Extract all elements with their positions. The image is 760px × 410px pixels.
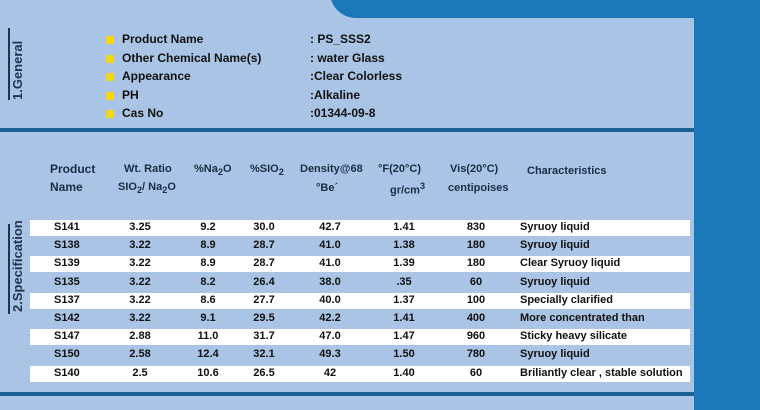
cell-gravity: 1.37: [393, 293, 415, 306]
cell-density: 49.3: [319, 348, 341, 361]
cell-ratio: 3.22: [129, 312, 151, 324]
header-product: Product: [50, 162, 96, 176]
general-key: Cas No: [122, 106, 164, 120]
header-grcm3: $gr/cm^3$: [390, 181, 426, 197]
right-side-bar: [694, 0, 760, 410]
cell-characteristics: More concentrated than: [520, 312, 645, 324]
cell-ratio: 2.58: [129, 348, 151, 361]
general-key: Appearance: [122, 69, 191, 83]
general-value: : PS_SSS2: [310, 32, 371, 46]
table-row: [30, 366, 690, 382]
cell-product: S142: [54, 312, 80, 324]
cell-ratio: 2.88: [129, 330, 151, 343]
general-value: :01344-09-8: [310, 106, 376, 120]
bullet-icon: [106, 73, 114, 81]
cell-na2o: 8.6: [200, 293, 216, 306]
cell-gravity: .35: [396, 275, 412, 288]
cell-ratio: 3.22: [129, 293, 151, 306]
spec-section-label: 2.Specification: [10, 220, 25, 312]
header-characteristics: Characteristics: [527, 165, 607, 177]
cell-viscosity: 100: [466, 293, 486, 306]
header-wt-ratio: Wt. Ratio: [124, 163, 172, 175]
cell-viscosity: 60: [469, 275, 483, 288]
general-key: Other Chemical Name(s): [122, 50, 262, 65]
cell-characteristics: Syruoy liquid: [520, 348, 590, 361]
cell-sio2: 32.1: [253, 348, 275, 361]
header-vis: Vis(20°C): [450, 163, 499, 175]
header-be: °Be´: [316, 182, 339, 194]
cell-na2o: 12.4: [197, 348, 219, 361]
cell-na2o: 8.2: [200, 275, 216, 288]
cell-product: S135: [54, 275, 80, 288]
header-na2o: $\%Na_2O$: [194, 163, 232, 178]
cell-na2o: 9.1: [200, 312, 216, 324]
cell-sio2: 26.4: [253, 275, 275, 288]
bullet-icon: [106, 92, 114, 100]
cell-ratio: 3.22: [129, 257, 151, 270]
table-row: [30, 256, 690, 272]
cell-density: 42: [323, 366, 337, 379]
cell-ratio: 3.25: [129, 221, 151, 233]
cell-viscosity: 400: [466, 312, 486, 324]
section-divider: [0, 128, 694, 132]
table-row: [30, 238, 690, 254]
cell-density: 41.0: [319, 257, 341, 270]
cell-characteristics: Sticky heavy silicate: [520, 330, 628, 343]
cell-characteristics: Specially clarified: [520, 293, 613, 306]
cell-sio2: 28.7: [253, 239, 275, 252]
cell-gravity: 1.41: [393, 312, 415, 324]
header-tab-shape: [330, 0, 700, 18]
table-row: [30, 347, 690, 363]
table-row: [30, 220, 690, 236]
cell-characteristics: Clear Syruoy liquid: [520, 257, 621, 270]
bottom-divider: [0, 392, 694, 396]
cell-product: S138: [54, 239, 80, 252]
cell-ratio: 2.5: [132, 366, 148, 379]
cell-viscosity: 60: [469, 366, 483, 379]
cell-na2o: 8.9: [200, 239, 216, 252]
header-name: Name: [50, 180, 83, 194]
general-value: :Alkaline: [310, 87, 361, 102]
cell-density: 38.0: [319, 275, 341, 288]
bullet-icon: [106, 55, 114, 63]
cell-sio2: 26.5: [253, 366, 275, 379]
header-f20c: °F(20°C): [378, 163, 422, 175]
cell-na2o: 10.6: [197, 366, 219, 379]
header-density: Density@68: [300, 163, 363, 175]
general-value: : water Glass: [310, 50, 385, 65]
cell-sio2: 30.0: [253, 221, 275, 233]
cell-viscosity: 180: [466, 257, 486, 270]
cell-viscosity: 180: [466, 239, 486, 252]
cell-product: S150: [54, 348, 80, 361]
cell-sio2: 27.7: [253, 293, 275, 306]
cell-density: 40.0: [319, 293, 341, 306]
cell-characteristics: Syruoy liquid: [520, 239, 590, 252]
header-centipoises: centipoises: [448, 182, 509, 194]
cell-ratio: 3.22: [129, 275, 151, 288]
cell-gravity: 1.41: [393, 221, 415, 233]
cell-viscosity: 780: [466, 348, 486, 361]
cell-density: 47.0: [319, 330, 341, 343]
cell-gravity: 1.47: [393, 330, 415, 343]
table-row: [30, 293, 690, 309]
cell-product: S137: [54, 293, 80, 306]
cell-density: 41.0: [319, 239, 341, 252]
cell-product: S139: [54, 257, 80, 270]
general-value: :Clear Colorless: [310, 69, 403, 83]
cell-na2o: 11.0: [197, 330, 219, 343]
cell-characteristics: Syruoy liquid: [520, 275, 590, 288]
cell-gravity: 1.40: [393, 366, 415, 379]
table-row: [30, 311, 690, 327]
general-key: Product Name: [122, 32, 204, 46]
cell-characteristics: Syruoy liquid: [520, 221, 590, 233]
cell-sio2: 28.7: [253, 257, 275, 270]
cell-density: 42.2: [319, 312, 341, 324]
cell-viscosity: 960: [466, 330, 486, 343]
cell-na2o: 9.2: [200, 221, 216, 233]
cell-gravity: 1.39: [393, 257, 415, 270]
cell-characteristics: Briliantly clear , stable solution: [520, 366, 683, 379]
table-row: [30, 329, 690, 345]
cell-viscosity: 830: [466, 221, 486, 233]
general-key: PH: [122, 87, 139, 102]
header-ratio-formula: $SIO_2/$ $Na_2O$: [118, 181, 176, 196]
header-sio2: $\%SIO_2$: [250, 163, 284, 178]
bullet-icon: [106, 36, 114, 44]
cell-product: S140: [54, 366, 80, 379]
cell-gravity: 1.50: [393, 348, 415, 361]
table-row: [30, 275, 690, 291]
cell-product: S147: [54, 330, 80, 343]
cell-sio2: 31.7: [253, 330, 275, 343]
cell-na2o: 8.9: [200, 257, 216, 270]
general-section-label: 1.General: [10, 40, 25, 100]
cell-gravity: 1.38: [393, 239, 415, 252]
cell-ratio: 3.22: [129, 239, 151, 252]
cell-density: 42.7: [319, 221, 341, 233]
cell-product: S141: [54, 221, 80, 233]
cell-sio2: 29.5: [253, 312, 275, 324]
bullet-icon: [106, 110, 114, 118]
